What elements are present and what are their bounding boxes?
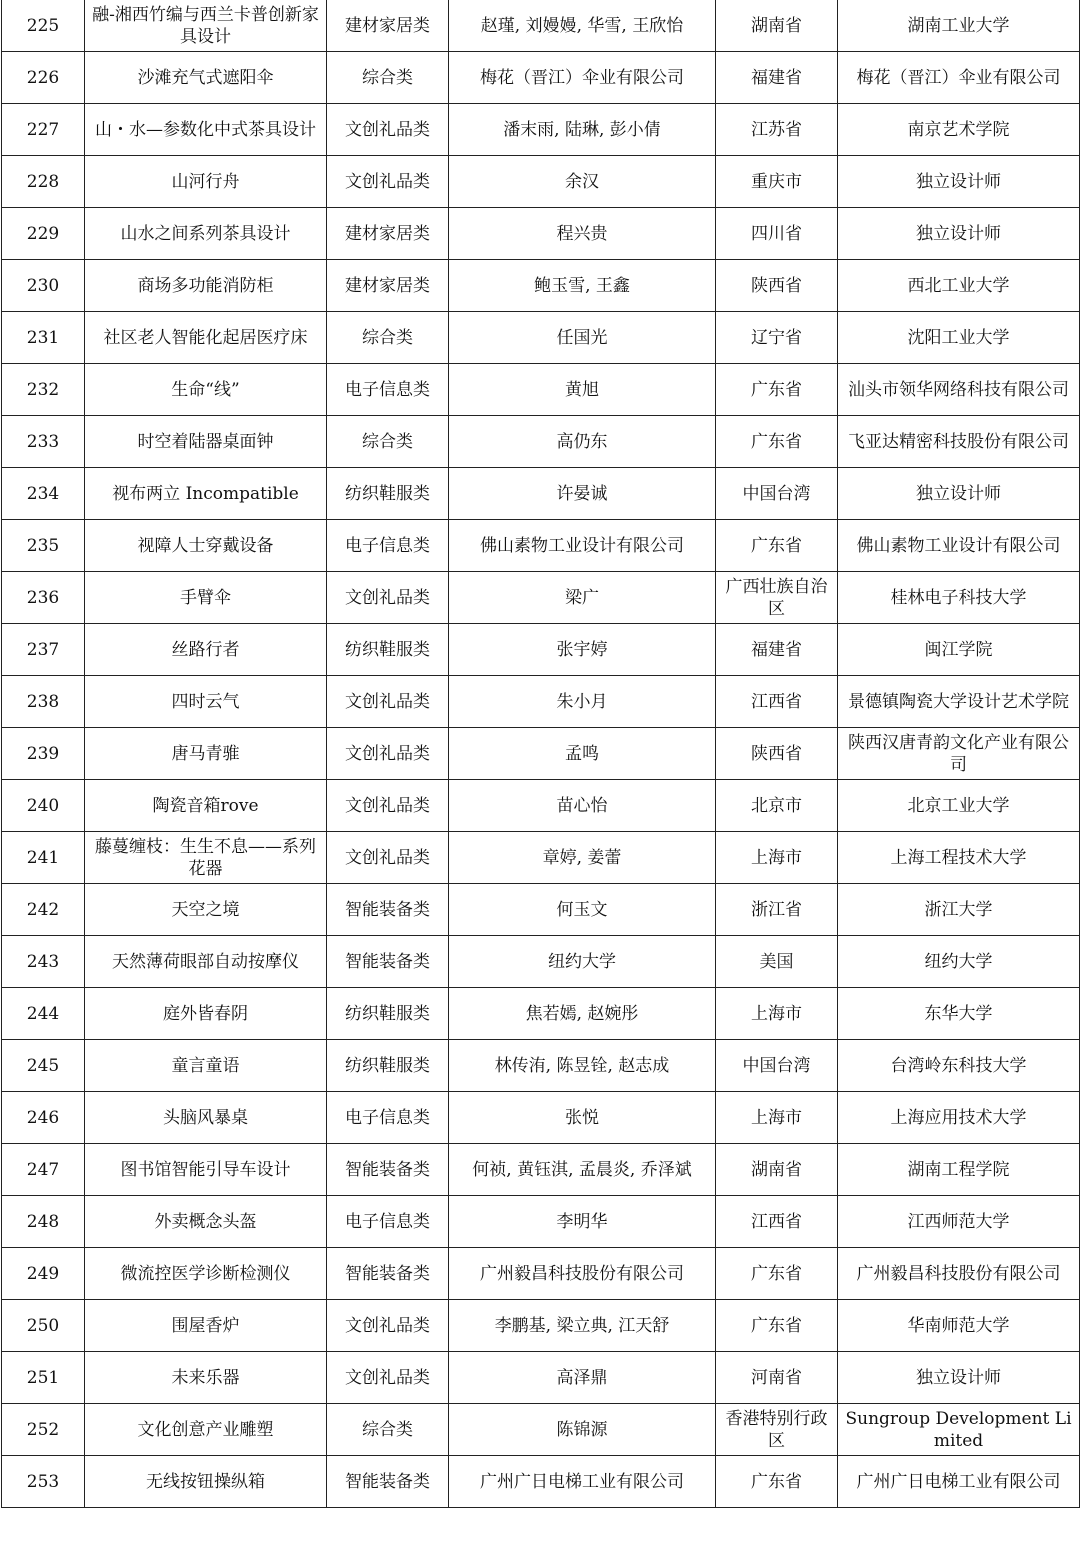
- organization-cell: 台湾岭东科技大学: [838, 1040, 1080, 1092]
- organization-cell: 华南师范大学: [838, 1300, 1080, 1352]
- work-title-cell: 外卖概念头盔: [85, 1196, 327, 1248]
- work-title-cell: 藤蔓缠枝：生生不息——系列花器: [85, 832, 327, 884]
- category-cell: 建材家居类: [327, 208, 449, 260]
- table-row: [2, 1040, 1080, 1092]
- work-title-cell: 天然薄荷眼部自动按摩仪: [85, 936, 327, 988]
- designers-cell: 余汉: [449, 156, 716, 208]
- organization-cell: Sungroup Development Limited: [838, 1404, 1080, 1456]
- table-row: [2, 1196, 1080, 1248]
- region-cell: 江苏省: [716, 104, 838, 156]
- region-cell: 广东省: [716, 416, 838, 468]
- designers-cell: 朱小月: [449, 676, 716, 728]
- table-row: [2, 884, 1080, 936]
- table-row: [2, 1092, 1080, 1144]
- organization-cell: 浙江大学: [838, 884, 1080, 936]
- designers-cell: 梁广: [449, 572, 716, 624]
- table-row: [2, 624, 1080, 676]
- award-list-table: [1, 0, 1080, 1508]
- designers-cell: 张悦: [449, 1092, 716, 1144]
- organization-cell: 上海工程技术大学: [838, 832, 1080, 884]
- region-cell: 江西省: [716, 676, 838, 728]
- entry-number-cell: 225: [2, 0, 85, 52]
- category-cell: 智能装备类: [327, 1144, 449, 1196]
- entry-number-cell: 241: [2, 832, 85, 884]
- entry-number-cell: 235: [2, 520, 85, 572]
- designers-cell: 梅花（晋江）伞业有限公司: [449, 52, 716, 104]
- category-cell: 综合类: [327, 1404, 449, 1456]
- region-cell: 上海市: [716, 1092, 838, 1144]
- designers-cell: 张宇婷: [449, 624, 716, 676]
- region-cell: 福建省: [716, 52, 838, 104]
- work-title-cell: 山・水—参数化中式茶具设计: [85, 104, 327, 156]
- award-list-body: [2, 0, 1080, 1508]
- region-cell: 美国: [716, 936, 838, 988]
- region-cell: 广东省: [716, 1300, 838, 1352]
- organization-cell: 南京艺术学院: [838, 104, 1080, 156]
- entry-number-cell: 250: [2, 1300, 85, 1352]
- region-cell: 广东省: [716, 520, 838, 572]
- organization-cell: 汕头市领华网络科技有限公司: [838, 364, 1080, 416]
- designers-cell: 纽约大学: [449, 936, 716, 988]
- table-row: [2, 156, 1080, 208]
- work-title-cell: 文化创意产业雕塑: [85, 1404, 327, 1456]
- category-cell: 智能装备类: [327, 1248, 449, 1300]
- organization-cell: 景德镇陶瓷大学设计艺术学院: [838, 676, 1080, 728]
- organization-cell: 独立设计师: [838, 156, 1080, 208]
- work-title-cell: 围屋香炉: [85, 1300, 327, 1352]
- work-title-cell: 视布两立 Incompatible: [85, 468, 327, 520]
- category-cell: 电子信息类: [327, 1196, 449, 1248]
- table-row: [2, 52, 1080, 104]
- table-row: [2, 1456, 1080, 1508]
- table-row: [2, 988, 1080, 1040]
- organization-cell: 闽江学院: [838, 624, 1080, 676]
- designers-cell: 黄旭: [449, 364, 716, 416]
- region-cell: 北京市: [716, 780, 838, 832]
- entry-number-cell: 249: [2, 1248, 85, 1300]
- designers-cell: 陈锦源: [449, 1404, 716, 1456]
- work-title-cell: 图书馆智能引导车设计: [85, 1144, 327, 1196]
- work-title-cell: 丝路行者: [85, 624, 327, 676]
- category-cell: 智能装备类: [327, 1456, 449, 1508]
- organization-cell: 湖南工业大学: [838, 0, 1080, 52]
- region-cell: 陕西省: [716, 728, 838, 780]
- region-cell: 广东省: [716, 1456, 838, 1508]
- entry-number-cell: 244: [2, 988, 85, 1040]
- table-row: [2, 0, 1080, 52]
- organization-cell: 独立设计师: [838, 1352, 1080, 1404]
- entry-number-cell: 251: [2, 1352, 85, 1404]
- entry-number-cell: 231: [2, 312, 85, 364]
- table-row: [2, 780, 1080, 832]
- region-cell: 江西省: [716, 1196, 838, 1248]
- work-title-cell: 陶瓷音箱rove: [85, 780, 327, 832]
- organization-cell: 独立设计师: [838, 468, 1080, 520]
- organization-cell: 上海应用技术大学: [838, 1092, 1080, 1144]
- designers-cell: 任国光: [449, 312, 716, 364]
- organization-cell: 佛山素物工业设计有限公司: [838, 520, 1080, 572]
- designers-cell: 苗心怡: [449, 780, 716, 832]
- category-cell: 文创礼品类: [327, 572, 449, 624]
- entry-number-cell: 248: [2, 1196, 85, 1248]
- work-title-cell: 庭外皆春阴: [85, 988, 327, 1040]
- entry-number-cell: 245: [2, 1040, 85, 1092]
- table-row: [2, 728, 1080, 780]
- organization-cell: 纽约大学: [838, 936, 1080, 988]
- category-cell: 纺织鞋服类: [327, 624, 449, 676]
- table-row: [2, 1300, 1080, 1352]
- region-cell: 四川省: [716, 208, 838, 260]
- category-cell: 纺织鞋服类: [327, 988, 449, 1040]
- category-cell: 综合类: [327, 416, 449, 468]
- entry-number-cell: 226: [2, 52, 85, 104]
- organization-cell: 梅花（晋江）伞业有限公司: [838, 52, 1080, 104]
- organization-cell: 江西师范大学: [838, 1196, 1080, 1248]
- table-row: [2, 364, 1080, 416]
- category-cell: 综合类: [327, 312, 449, 364]
- entry-number-cell: 232: [2, 364, 85, 416]
- table-row: [2, 416, 1080, 468]
- entry-number-cell: 240: [2, 780, 85, 832]
- table-row: [2, 312, 1080, 364]
- work-title-cell: 头脑风暴桌: [85, 1092, 327, 1144]
- work-title-cell: 山河行舟: [85, 156, 327, 208]
- entry-number-cell: 229: [2, 208, 85, 260]
- work-title-cell: 视障人士穿戴设备: [85, 520, 327, 572]
- entry-number-cell: 237: [2, 624, 85, 676]
- region-cell: 湖南省: [716, 1144, 838, 1196]
- entry-number-cell: 228: [2, 156, 85, 208]
- designers-cell: 赵瑾, 刘嫚嫚, 华雪, 王欣怡: [449, 0, 716, 52]
- designers-cell: 焦若嫣, 赵婉彤: [449, 988, 716, 1040]
- organization-cell: 独立设计师: [838, 208, 1080, 260]
- organization-cell: 西北工业大学: [838, 260, 1080, 312]
- work-title-cell: 生命“线”: [85, 364, 327, 416]
- designers-cell: 许晏诚: [449, 468, 716, 520]
- entry-number-cell: 246: [2, 1092, 85, 1144]
- table-row: [2, 1404, 1080, 1456]
- table-row: [2, 936, 1080, 988]
- region-cell: 湖南省: [716, 0, 838, 52]
- region-cell: 辽宁省: [716, 312, 838, 364]
- work-title-cell: 唐马青骓: [85, 728, 327, 780]
- organization-cell: 桂林电子科技大学: [838, 572, 1080, 624]
- region-cell: 陕西省: [716, 260, 838, 312]
- entry-number-cell: 236: [2, 572, 85, 624]
- region-cell: 河南省: [716, 1352, 838, 1404]
- region-cell: 广东省: [716, 1248, 838, 1300]
- work-title-cell: 沙滩充气式遮阳伞: [85, 52, 327, 104]
- designers-cell: 程兴贵: [449, 208, 716, 260]
- work-title-cell: 手臂伞: [85, 572, 327, 624]
- category-cell: 建材家居类: [327, 0, 449, 52]
- table-row: [2, 104, 1080, 156]
- entry-number-cell: 230: [2, 260, 85, 312]
- work-title-cell: 时空着陆器桌面钟: [85, 416, 327, 468]
- region-cell: 中国台湾: [716, 468, 838, 520]
- table-row: [2, 208, 1080, 260]
- category-cell: 综合类: [327, 52, 449, 104]
- organization-cell: 沈阳工业大学: [838, 312, 1080, 364]
- designers-cell: 李明华: [449, 1196, 716, 1248]
- table-row: [2, 676, 1080, 728]
- designers-cell: 林传洧, 陈昱铨, 赵志成: [449, 1040, 716, 1092]
- organization-cell: 陕西汉唐青韵文化产业有限公司: [838, 728, 1080, 780]
- region-cell: 香港特别行政区: [716, 1404, 838, 1456]
- organization-cell: 湖南工程学院: [838, 1144, 1080, 1196]
- designers-cell: 高泽鼎: [449, 1352, 716, 1404]
- organization-cell: 广州毅昌科技股份有限公司: [838, 1248, 1080, 1300]
- designers-cell: 李鹏基, 梁立典, 江天舒: [449, 1300, 716, 1352]
- category-cell: 电子信息类: [327, 1092, 449, 1144]
- work-title-cell: 四时云气: [85, 676, 327, 728]
- entry-number-cell: 227: [2, 104, 85, 156]
- designers-cell: 何祯, 黄钰淇, 孟晨炎, 乔泽斌: [449, 1144, 716, 1196]
- designers-cell: 潘末雨, 陆琳, 彭小倩: [449, 104, 716, 156]
- designers-cell: 何玉文: [449, 884, 716, 936]
- designers-cell: 广州毅昌科技股份有限公司: [449, 1248, 716, 1300]
- work-title-cell: 童言童语: [85, 1040, 327, 1092]
- table-row: [2, 468, 1080, 520]
- category-cell: 文创礼品类: [327, 780, 449, 832]
- region-cell: 广东省: [716, 364, 838, 416]
- category-cell: 文创礼品类: [327, 104, 449, 156]
- designers-cell: 孟鸣: [449, 728, 716, 780]
- work-title-cell: 融-湘西竹编与西兰卡普创新家具设计: [85, 0, 327, 52]
- designers-cell: 佛山素物工业设计有限公司: [449, 520, 716, 572]
- organization-cell: 东华大学: [838, 988, 1080, 1040]
- organization-cell: 飞亚达精密科技股份有限公司: [838, 416, 1080, 468]
- table-row: [2, 260, 1080, 312]
- table-row: [2, 1248, 1080, 1300]
- region-cell: 福建省: [716, 624, 838, 676]
- category-cell: 电子信息类: [327, 520, 449, 572]
- work-title-cell: 微流控医学诊断检测仪: [85, 1248, 327, 1300]
- work-title-cell: 无线按钮操纵箱: [85, 1456, 327, 1508]
- entry-number-cell: 242: [2, 884, 85, 936]
- region-cell: 中国台湾: [716, 1040, 838, 1092]
- category-cell: 电子信息类: [327, 364, 449, 416]
- work-title-cell: 社区老人智能化起居医疗床: [85, 312, 327, 364]
- designers-cell: 鲍玉雪, 王鑫: [449, 260, 716, 312]
- entry-number-cell: 239: [2, 728, 85, 780]
- category-cell: 文创礼品类: [327, 1352, 449, 1404]
- designers-cell: 章婷, 姜蕾: [449, 832, 716, 884]
- table-row: [2, 520, 1080, 572]
- category-cell: 文创礼品类: [327, 156, 449, 208]
- table-row: [2, 1352, 1080, 1404]
- region-cell: 浙江省: [716, 884, 838, 936]
- work-title-cell: 商场多功能消防柜: [85, 260, 327, 312]
- entry-number-cell: 243: [2, 936, 85, 988]
- category-cell: 智能装备类: [327, 936, 449, 988]
- region-cell: 上海市: [716, 832, 838, 884]
- region-cell: 广西壮族自治区: [716, 572, 838, 624]
- category-cell: 文创礼品类: [327, 832, 449, 884]
- entry-number-cell: 247: [2, 1144, 85, 1196]
- entry-number-cell: 234: [2, 468, 85, 520]
- category-cell: 纺织鞋服类: [327, 1040, 449, 1092]
- category-cell: 纺织鞋服类: [327, 468, 449, 520]
- work-title-cell: 未来乐器: [85, 1352, 327, 1404]
- category-cell: 文创礼品类: [327, 676, 449, 728]
- designers-cell: 广州广日电梯工业有限公司: [449, 1456, 716, 1508]
- work-title-cell: 山水之间系列茶具设计: [85, 208, 327, 260]
- table-row: [2, 832, 1080, 884]
- category-cell: 文创礼品类: [327, 1300, 449, 1352]
- work-title-cell: 天空之境: [85, 884, 327, 936]
- table-row: [2, 1144, 1080, 1196]
- region-cell: 重庆市: [716, 156, 838, 208]
- category-cell: 智能装备类: [327, 884, 449, 936]
- entry-number-cell: 238: [2, 676, 85, 728]
- category-cell: 文创礼品类: [327, 728, 449, 780]
- entry-number-cell: 252: [2, 1404, 85, 1456]
- organization-cell: 北京工业大学: [838, 780, 1080, 832]
- table-row: [2, 572, 1080, 624]
- entry-number-cell: 233: [2, 416, 85, 468]
- organization-cell: 广州广日电梯工业有限公司: [838, 1456, 1080, 1508]
- entry-number-cell: 253: [2, 1456, 85, 1508]
- region-cell: 上海市: [716, 988, 838, 1040]
- category-cell: 建材家居类: [327, 260, 449, 312]
- designers-cell: 高仍东: [449, 416, 716, 468]
